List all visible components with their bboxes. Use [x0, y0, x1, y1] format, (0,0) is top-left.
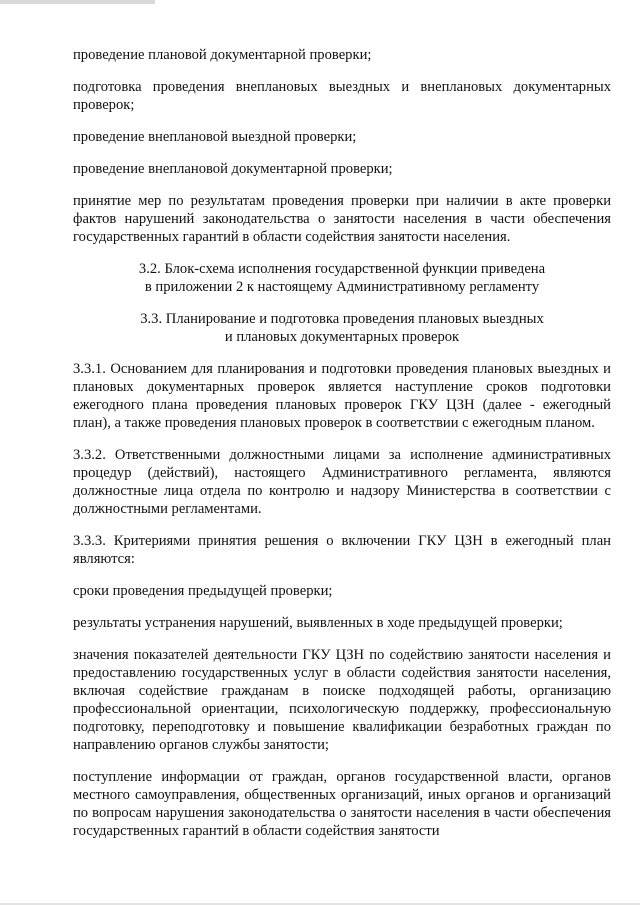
list-item: проведение внеплановой документарной проверки; — [73, 161, 393, 177]
heading-line: в приложении 2 к настоящему Административному регламенту — [144, 279, 540, 295]
heading-line: 3.3. Планирование и подготовка проведения плановых выездных — [140, 311, 544, 327]
criteria-item: значения показателей деятельности ГКУ ЦЗН по содействию занятости населения и предоставлению государственных услуг в области содействия занятости населения, включая содействие гражданам в поиске подходящей работы, организацию профессиональной ориентации, психологическую поддержку, профессиональную подготовку, переподготовку и повышение квалификации безработных граждан по направлению органов службы занятости; — [73, 647, 611, 753]
list-item: подготовка проведения внеплановых выездных и внеплановых документарных проверок; — [73, 79, 611, 113]
paragraph-3-3-1: 3.3.1. Основанием для планирования и подготовки проведения плановых выездных и плановых документарных проверок является наступление сроков подготовки ежегодного плана проведения плановых проверок ГКУ ЦЗН (далее - ежегодный план), а также проведения плановых проверок в соответствии с ежегодным планом. — [73, 361, 611, 431]
heading-line: 3.2. Блок-схема исполнения государственной функции приведена — [138, 261, 546, 277]
list-item: принятие мер по результатам проведения проверки при наличии в акте проверки фактов нарушений законодательства о занятости населения в части обеспечения государственных гарантий в области содействия занятости населения. — [73, 193, 611, 245]
section-heading-3-2 — [73, 260, 611, 296]
paragraph-3-3-2: 3.3.2. Ответственными должностными лицами за исполнение административных процедур (действий), настоящего Административного регламента, являются должностные лица отдела по контролю и надзору Министерства в соответствии с должностными регламентами. — [73, 447, 611, 517]
paragraph-3-3-3: 3.3.3. Критериями принятия решения о включении ГКУ ЦЗН в ежегодный план являются: — [73, 533, 611, 567]
scan-edge-top — [0, 0, 155, 4]
document-page — [73, 46, 611, 854]
section-heading-3-3 — [73, 310, 611, 346]
list-item: проведение плановой документарной проверки; — [73, 47, 372, 63]
criteria-item: сроки проведения предыдущей проверки; — [73, 583, 333, 599]
heading-line: и плановых документарных проверок — [224, 329, 460, 345]
criteria-item: поступление информации от граждан, органов государственной власти, органов местного самоуправления, общественных организаций, иных органов и организаций по вопросам нарушения законодательства о занятости населения в части обеспечения государственных гарантий в области содействия занятости — [73, 769, 611, 839]
criteria-item: результаты устранения нарушений, выявленных в ходе предыдущей проверки; — [73, 615, 563, 631]
list-item: проведение внеплановой выездной проверки; — [73, 129, 357, 145]
